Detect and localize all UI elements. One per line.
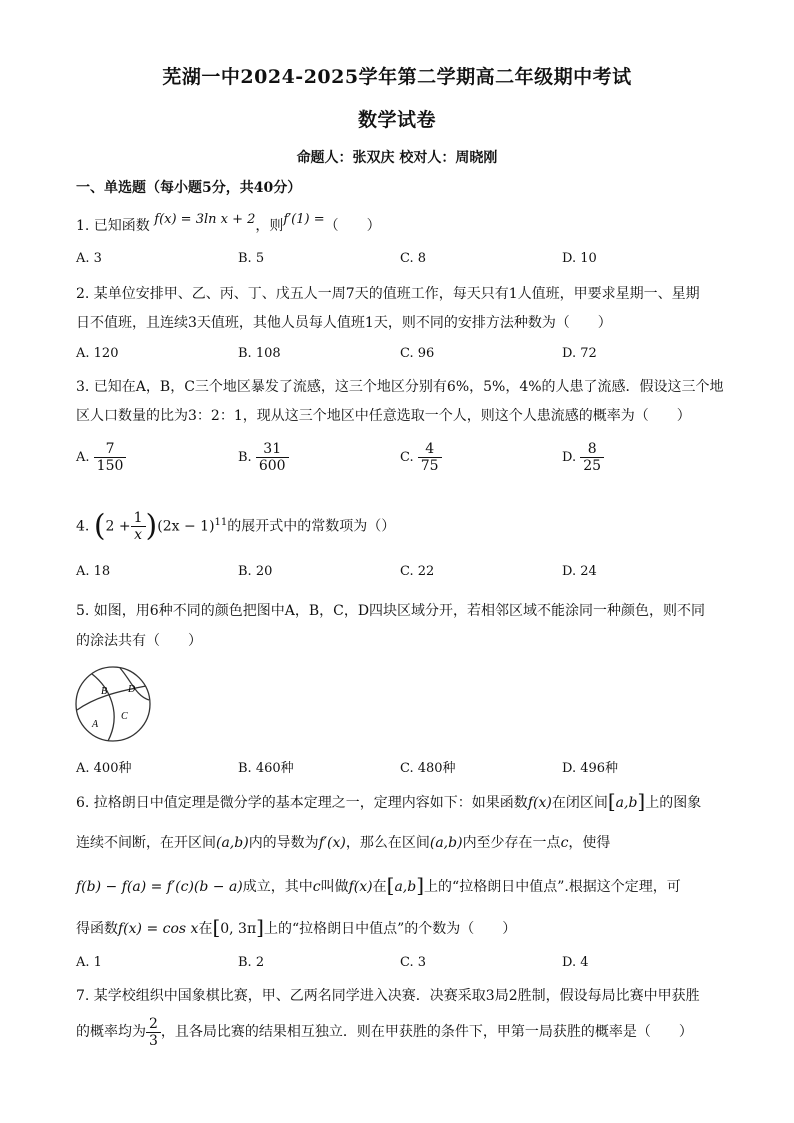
q2-line-1: 2. 某单位安排甲、乙、丙、丁、戊五人一周7天的值班工作，每天只有1人值班，甲要求星期一、星期 — [76, 286, 700, 302]
q4-exponent: 11 — [214, 517, 228, 528]
q4-option-d: D. 24 — [562, 564, 597, 579]
q3-option-c-label: C. — [400, 450, 414, 465]
q3-option-b-label: B. — [238, 450, 252, 465]
exam-title: 芜湖一中2024-2025学年第二学期高二年级期中考试 — [162, 66, 632, 88]
q6-l3-rbr: ] — [416, 873, 425, 897]
q6-l1-b: 在闭区间 — [551, 795, 608, 811]
q3-option-a-num: 7 — [94, 441, 127, 458]
q5-option-d: D. 496种 — [562, 761, 619, 776]
q1-ask: f′(1) = — [283, 212, 325, 227]
q6-l4-i: 0, 3π — [220, 921, 257, 937]
diagram-arc-1 — [92, 674, 114, 741]
q7-fraction — [146, 1016, 161, 1049]
q3-option-b-fraction — [256, 441, 289, 474]
q6-l1-a: 6. 拉格朗日中值定理是微分学的基本定理之一，定理内容如下：如果函数 — [76, 795, 528, 811]
q3-option-a-fraction — [94, 441, 127, 474]
region-label-c: C — [121, 711, 128, 722]
q7-line-2 — [76, 1014, 693, 1050]
q7-frac-num: 2 — [146, 1016, 161, 1033]
q1-option-d: D. 10 — [562, 251, 597, 266]
q1-option-a: A. 3 — [76, 251, 102, 266]
q4-fraction — [131, 510, 146, 543]
region-label-b: B — [101, 686, 108, 697]
q4-left: 2 + — [105, 518, 131, 535]
q3-option-c-fraction — [418, 441, 442, 474]
q6-l1-f: f(x) — [527, 795, 552, 811]
q3-line-2: 区人口数量的比为3：2：1，现从这三个地区中任意选取一个人，则这个人患流感的概率为（ ） — [76, 408, 691, 424]
q3-option-b-den: 600 — [258, 458, 286, 474]
q4-option-a: A. 18 — [76, 564, 111, 579]
q6-l4-rbr: ] — [256, 915, 264, 939]
q6-l1-lbr: [ — [607, 789, 616, 813]
q6-l3-i: a,b — [394, 879, 417, 895]
q6-option-d: D. 4 — [562, 955, 589, 970]
q2-option-a: A. 120 — [76, 346, 119, 361]
region-diagram — [74, 662, 154, 746]
q3-option-a-label: A. — [76, 450, 90, 465]
exam-authors: 命题人：张双庆 校对人：周晓刚 — [296, 150, 498, 166]
q4-close-paren: ) — [145, 508, 158, 544]
q6-l4-c: 上的“拉格朗日中值点”的个数为（ ） — [263, 921, 517, 937]
q3-option-c-den: 75 — [420, 458, 439, 474]
q7-l2-a: 的概率均为 — [76, 1024, 146, 1040]
q4-prefix: 4. — [76, 518, 90, 535]
q3-option-a — [76, 441, 126, 474]
q1-prefix: 1. 已知函数 — [76, 218, 150, 234]
question-4 — [76, 505, 395, 545]
region-label-a: A — [92, 719, 99, 730]
q4-option-b: B. 20 — [238, 564, 273, 579]
q6-option-b: B. 2 — [238, 955, 265, 970]
q3-option-c-num: 4 — [418, 441, 442, 458]
q3-option-a-den: 150 — [96, 458, 124, 474]
q6-line-3 — [76, 873, 681, 897]
question-1 — [76, 212, 381, 236]
section-heading: 一、单选题（每小题5分，共40分） — [76, 180, 302, 196]
q6-line-1 — [76, 789, 702, 813]
q3-option-d — [562, 441, 604, 474]
q1-formula: f(x) = 3ln x + 2 — [154, 212, 256, 227]
q6-l3-a: 成立，其中 — [242, 879, 313, 895]
q6-l1-i: a,b — [615, 795, 638, 811]
q3-option-d-fraction — [580, 441, 604, 474]
q6-l2-b: 内的导数为 — [248, 835, 319, 851]
q5-line-2: 的涂法共有（ ） — [76, 633, 202, 649]
q4-option-c: C. 22 — [400, 564, 435, 579]
q1-mid: ，则 — [255, 218, 284, 234]
q5-line-1: 5. 如图，用6种不同的颜色把图中A，B，C，D四块区域分开，若相邻区域不能涂同一种颜色，则不同 — [76, 603, 706, 619]
q6-l2-i2: (a,b) — [429, 835, 463, 851]
q6-l2-v: c — [560, 835, 569, 851]
q2-option-c: C. 96 — [400, 346, 435, 361]
q6-line-2 — [76, 834, 610, 852]
q6-line-4 — [76, 915, 517, 939]
q7-line-1: 7. 某学校组织中国象棋比赛，甲、乙两名同学进入决赛．决赛采取3局2胜制，假设每局比赛中甲获胜 — [76, 988, 700, 1004]
q6-l3-d: 上的“拉格朗日中值点”.根据这个定理，可 — [424, 879, 681, 895]
q6-l3-lbr: [ — [386, 873, 395, 897]
q6-l3-c: 在 — [372, 879, 387, 895]
q3-option-c — [400, 441, 442, 474]
region-label-d: D — [128, 684, 136, 695]
q4-frac-num: 1 — [131, 510, 146, 527]
q5-option-c: C. 480种 — [400, 761, 456, 776]
q3-option-d-num: 8 — [580, 441, 604, 458]
q2-option-b: B. 108 — [238, 346, 281, 361]
q1-option-b: B. 5 — [238, 251, 265, 266]
q1-blank: （ ） — [324, 218, 381, 234]
q4-frac-den: x — [134, 527, 143, 544]
q6-l2-a: 连续不间断，在开区间 — [76, 835, 216, 851]
q7-l2-b: ，且各局比赛的结果相互独立．则在甲获胜的条件下，甲第一局获胜的概率是（ ） — [160, 1024, 693, 1040]
q6-l2-e: ，使得 — [568, 835, 611, 851]
q6-l4-lbr: [ — [212, 915, 221, 939]
q6-l4-f: f(x) = cos x — [118, 921, 199, 937]
q6-l3-g: f(x) — [348, 879, 373, 895]
q4-suffix: 的展开式中的常数项为（） — [227, 518, 396, 535]
q3-option-b — [238, 441, 289, 474]
q7-frac-den: 3 — [149, 1032, 158, 1049]
q5-option-a: A. 400种 — [76, 761, 132, 776]
q6-l4-b: 在 — [198, 921, 213, 937]
q3-option-d-den: 25 — [583, 458, 602, 474]
q6-l3-v: c — [312, 879, 321, 895]
q6-option-c: C. 3 — [400, 955, 427, 970]
q6-l4-a: 得函数 — [76, 921, 118, 937]
q2-option-d: D. 72 — [562, 346, 597, 361]
q6-option-a: A. 1 — [76, 955, 102, 970]
q6-l2-d: 内至少存在一点 — [462, 835, 561, 851]
q6-l1-rbr: ] — [637, 789, 646, 813]
q2-line-2: 日不值班，且连续3天值班，其他人员每人值班1天，则不同的安排方法种数为（ ） — [76, 315, 612, 331]
exam-subtitle: 数学试卷 — [357, 109, 436, 131]
q6-l3-f: f(b) − f(a) = f′(c)(b − a) — [76, 879, 243, 895]
q6-l2-i: (a,b) — [216, 835, 249, 851]
q5-option-b: B. 460种 — [238, 761, 294, 776]
q1-option-c: C. 8 — [400, 251, 427, 266]
q3-option-b-num: 31 — [256, 441, 289, 458]
q6-l2-f: f′(x) — [318, 835, 346, 851]
q6-l3-b: 叫做 — [320, 879, 349, 895]
q6-l1-c: 上的图象 — [645, 795, 702, 811]
q3-line-1: 3. 已知在A，B，C三个地区暴发了流感，这三个地区分别有6%，5%，4%的人患了流感．假设这三个地 — [76, 379, 724, 395]
q4-right: (2x − 1) — [157, 518, 215, 535]
q4-open-paren: ( — [93, 508, 106, 544]
q3-option-d-label: D. — [562, 450, 577, 465]
q6-l2-c: ，那么在区间 — [345, 835, 430, 851]
